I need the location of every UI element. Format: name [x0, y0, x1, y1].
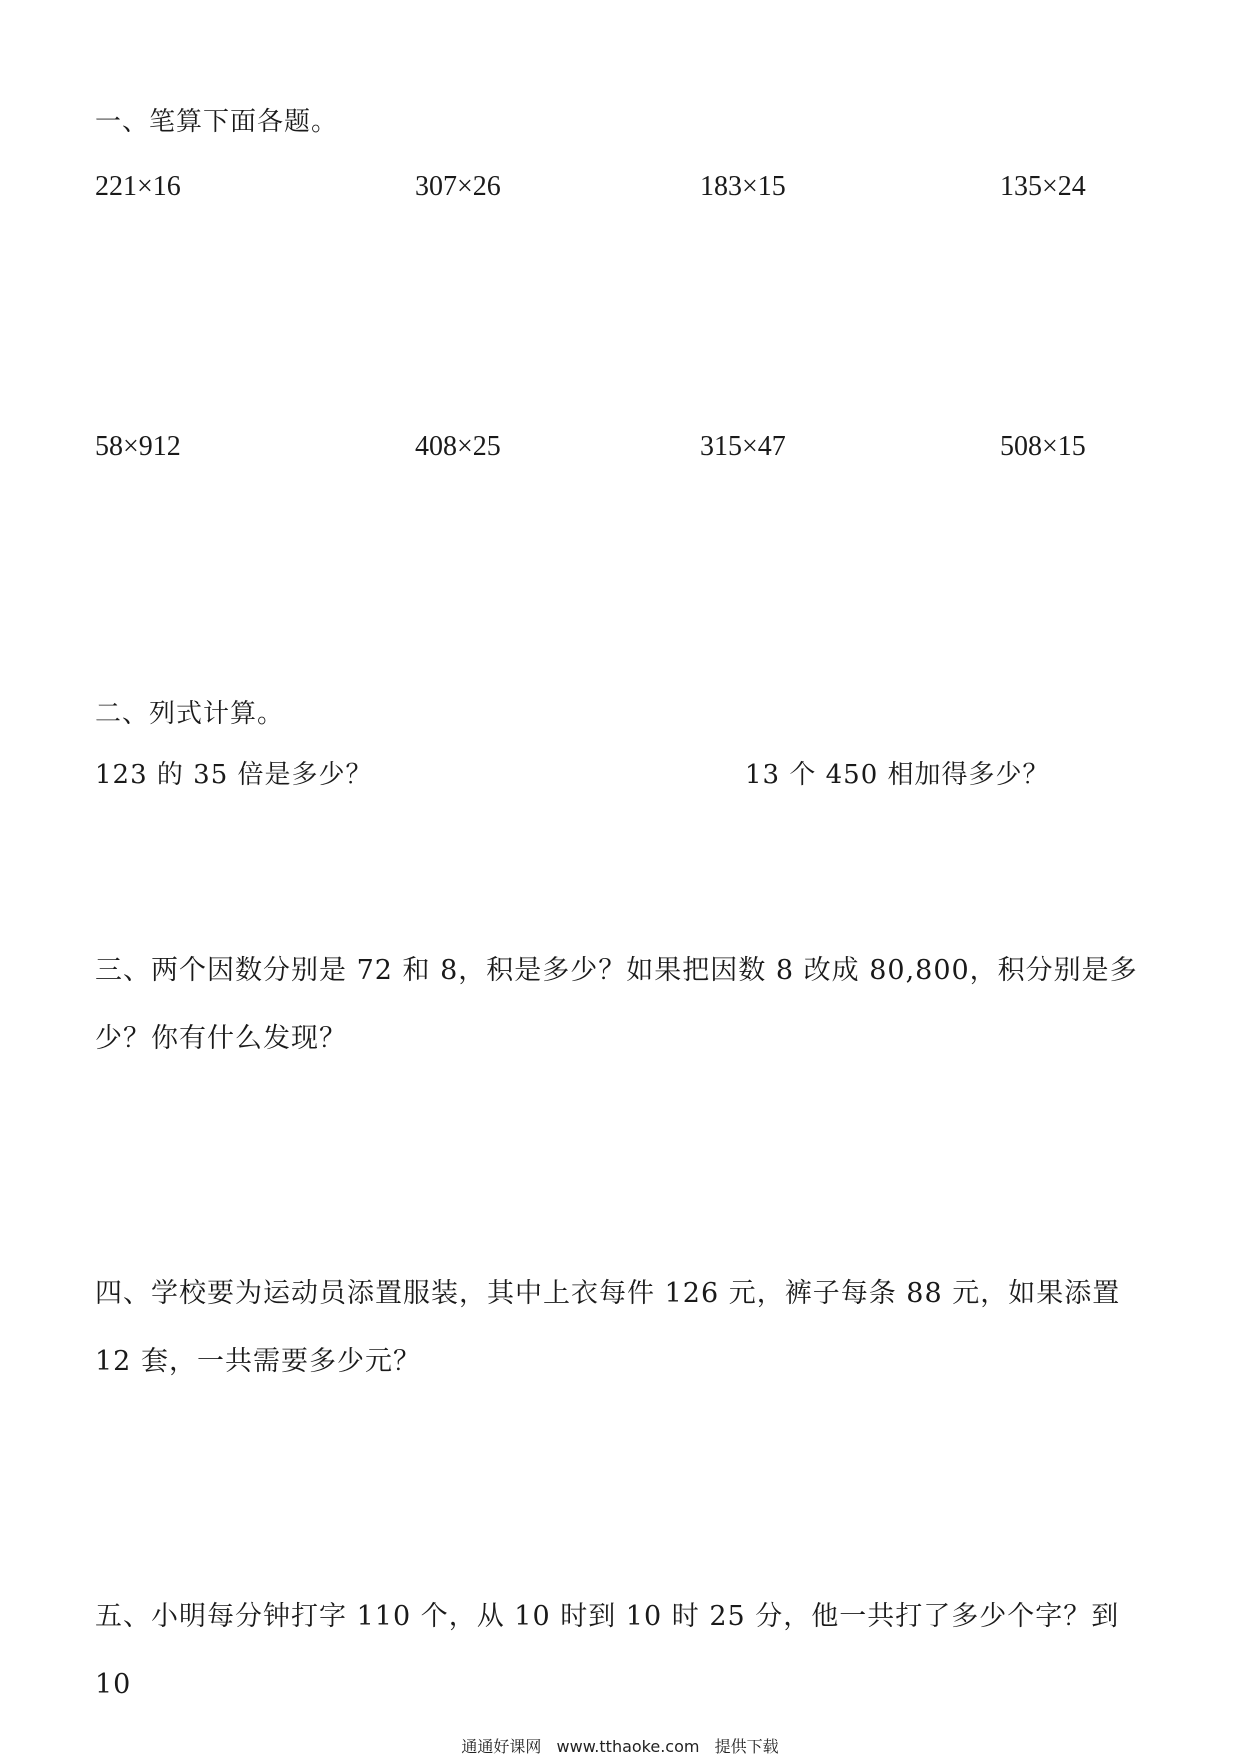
problem-1-7: 315×47 — [700, 431, 786, 462]
problem-1-1: 221×16 — [95, 171, 181, 202]
footer-suffix: 提供下载 — [714, 1737, 779, 1756]
problem-1-8: 508×15 — [1000, 431, 1086, 462]
section-4-question: 四、学校要为运动员添置服装，其中上衣每件 126 元，裤子每条 88 元，如果添置 12 套，一共需要多少元？ — [95, 1278, 1121, 1377]
section-3-question: 三、两个因数分别是 72 和 8，积是多少？如果把因数 8 改成 80,800，积分别是多少？你有什么发现？ — [95, 955, 1138, 1054]
section-1-heading: 一、笔算下面各题。 — [95, 107, 339, 137]
footer-site-name: 通通好课网 — [461, 1737, 542, 1756]
section-5-question: 五、小明每分钟打字 110 个，从 10 时到 10 时 25 分，他一共打了多少个字？到 10 — [95, 1601, 1120, 1700]
problem-1-3: 183×15 — [700, 171, 786, 202]
section-2-heading: 二、列式计算。 — [95, 699, 285, 729]
footer-url[interactable]: www.tthaoke.com — [556, 1737, 700, 1756]
problem-1-6: 408×25 — [415, 431, 501, 462]
problem-2-2: 13 个 450 相加得多少？ — [745, 760, 1050, 790]
footer — [0, 1737, 1240, 1757]
problem-1-2: 307×26 — [415, 171, 501, 202]
problem-2-1: 123 的 35 倍是多少？ — [95, 760, 373, 790]
problem-1-5: 58×912 — [95, 431, 181, 462]
problem-1-4: 135×24 — [1000, 171, 1086, 202]
